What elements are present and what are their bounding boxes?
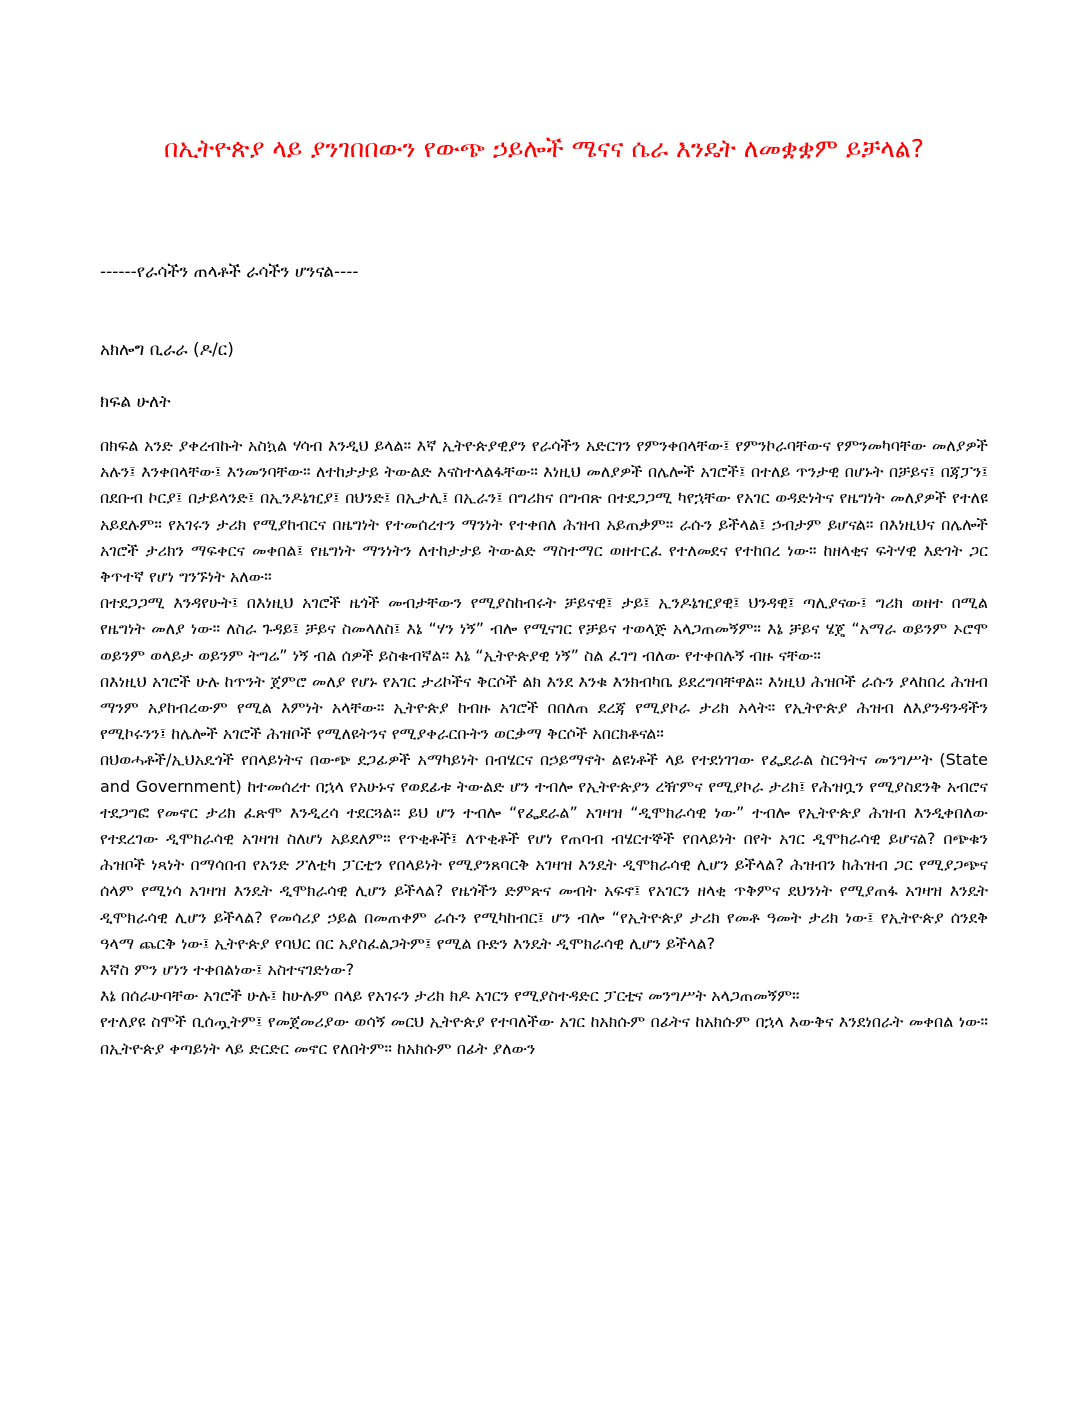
document-body [100, 433, 988, 1398]
document-subtitle: ------የራሳችን ጠላቶች ራሳችን ሆንናል---- [100, 262, 359, 282]
paragraph: በክፍል አንድ ያቀረብኩት አስኳል ሃሳብ እንዲህ ይላል። እኛ ኢትዮጵያዊያን የራሳችን አድርገን የምንቀበላቸው፤ የምንኮራባቸውና የምንመካባቸው መለያዎች አሉን፤ እንቀበላቸው፤ እንመንባቸው። ለተከታታይ ትውልድ እናስተላልፋቸው። እነዚህ መለያዎች በሌሎች አገሮች፤ በተለይ ጥንታዊ በሆኑት በቻይና፤ በጃፓን፤ በደቡብ ኮርያ፤ በታይላንድ፤ በኢንዶኔዢያ፤ በህንድ፤ በኢታሊ፤ በኢራን፤ በግሪክና በግብጽ በተደጋጋሚ ካየኋቸው የአገር ወዳድነትና የዜግነት መለያዎች የተለዩ አይደሉም። የአገሩን ታሪክ የሚያከብርና በዜግነት የተመሰረተን ማንነት የተቀበለ ሕዝብ አይጠቃም። ራሱን ይችላል፤ ኃብታም ይሆናል። በእነዚህና በሌሎች አገሮች ታሪክን ማፍቀርና መቀበል፤ የዜግነት ማንነትን ለተከታታይ ትውልድ ማስተማር ወዘተርፈ የተለመደና የተከበረ ነው። ከዘላቂና ፍትሃዊ እድገት ጋር ቅጥተኛ የሆነ ግንኙነት አለው። [100, 436, 988, 587]
paragraph: እኔ በሰራሁባቸው አገሮች ሁሉ፤ ከሁሉም በላይ የአገሩን ታሪክ ክዶ አገርን የሚያስተዳድር ፓርቲና መንግሥት አላጋጠመኝም። [100, 986, 800, 1006]
author-name: አክሎግ ቢራራ (ዶ/ር) [100, 340, 234, 360]
paragraph: በእነዚህ አገሮች ሁሉ ከጥንት ጀምሮ መለያ የሆኑ የአገር ታሪኮችና ቅርሶች ልክ እንደ እንቁ እንክብካቤ ይደረግባቸዋል። እነዚህ ሕዝቦች ራሱን ያላከበረ ሕዝብ ማንም አያከብረውም የሚል እምነት አላቸው። ኢትዮጵያ ከብዙ አገሮች በበለጠ ደረጃ የሚያኮራ ታሪክ አላት። የኢትዮጵያ ሕዝብ ለእያንዳንዳችን የሚኮሩንን፤ ከሌሎች አገሮች ሕዝቦች የሚለዩትንና የሚያቀራርቡትን ወርቃማ ቅርሶች አበርክቶናል። [100, 671, 988, 744]
paragraph: የተለያዩ ስሞች ቢሰጧትም፤ የመጀመሪያው ወሳኝ መርህ ኢትዮጵያ የተባለችው አገር ከአክሱም በፊትና ከአክሱም በኋላ እውቅና እንደነበራት መቀበል ነው። በኢትዮጵያ ቀጣይነት ላይ ድርድር መኖር የለበትም። ከአክሱም በፊት ያለውን [100, 1012, 988, 1058]
part-label: ክፍል ሁለት [100, 392, 171, 412]
paragraph: በተደጋጋሚ እንዳየሁት፤ በእነዚህ አገሮች ዜጎች መብታቸውን የሚያስከብሩት ቻይናዊ፤ ታይ፤ ኢንዶኔዢያዊ፤ ህንዳዊ፤ ጣሊያናው፤ ግሪክ ወዘተ በሚል የዜግነት መለያ ነው። ለስራ ጉዳይ፤ ቻይና ስመላለስ፤ እኔ “ሃን ነኝ” ብሎ የሚናገር የቻይና ተወላጅ አላጋጠመኝም። እኔ ቻይና ሄጄ “አማራ ወይንም ኦሮሞ ወይንም ወላይታ ወይንም ትግሬ” ነኝ ብል ሰዎች ይስቁብኛል። እኔ “ኢትዮጵያዊ ነኝ” ስል ፈገግ ብለው የተቀበሉኝ ብዙ ናቸው። [100, 593, 988, 665]
paragraph: እኛስ ምን ሆነን ተቀበልነው፤ አስተናገድነው? [100, 960, 355, 980]
document-title: በኢትዮጵያ ላይ ያንገበበውን የውጭ ኃይሎች ሜናና ሴራ እንዴት ለመቋቋም ይቻላል? [163, 134, 925, 163]
paragraph: በህወሓቶች/ኢህአዴጎች የበላይነትና በውጭ ደጋፊዎች አማካይነት በብሄርና በኃይማኖት ልዩነቶች ላይ የተደነገገው የፌደራል ስርዓትና መንግሥት (State and Government) ከተመሰረተ በኋላ የአሁኑና የወደፊቱ ትውልድ ሆን ተብሎ የኢትዮጵያን ረዥምና የሚያኮራ ታሪክ፤ የሕዝቧን የሚያስደንቅ አብሮና ተደጋግፎ የመኖር ታሪክ ፈጽሞ እንዲረሳ ተደርጓል። ይህ ሆን ተብሎ “የፌደራል” አገዛዝ “ዲሞክራሳዊ ነው” ተብሎ የኢትዮጵያ ሕዝብ እንዲቀበለው የተደረገው ዲሞክራሳዊ አገዛዝ ስለሆነ አይደለም። የጥቂቶች፤ ለጥቂቶች የሆነ የጠባብ ብሄርተኞች የበላይነት በየት አገር ዲሞክራሳዊ ይሆናል? በጭቁን ሕዝቦች ነጻነት በማሳበብ የአንድ ፖለቲካ ፓርቲን የበላይነት የሚያንጸባርቅ አገዛዝ እንዴት ዲሞክራሳዊ ሊሆን ይችላል? ሕዝብን ከሕዝብ ጋር የሚያጋጭና ሰላም የሚነሳ አገዛዝ እንዴት ዲሞክራሳዊ ሊሆን ይችላል? የዜጎችን ድምጽና መብት አፍኖ፤ የአገርን ዘላቂ ጥቅምና ደህንነት የሚያጠፋ አገዛዝ እንዴት ዲሞክራሳዊ ሊሆን ይችላል? የመሳሪያ ኃይል በመጠቀም ራሱን የሚካከብር፤ ሆን ብሎ “የኢትዮጵያ ታሪክ የመቶ ዓመት ታሪክ ነው፤ የኢትዮጵያ ሰንደቅ ዓላማ ጨርቅ ነው፤ ኢትዮጵያ የባህር በር አያስፈልጋትም፤ የሚል ቡድን እንዴት ዲሞክራሳዊ ሊሆን ይችላል? [100, 750, 988, 953]
